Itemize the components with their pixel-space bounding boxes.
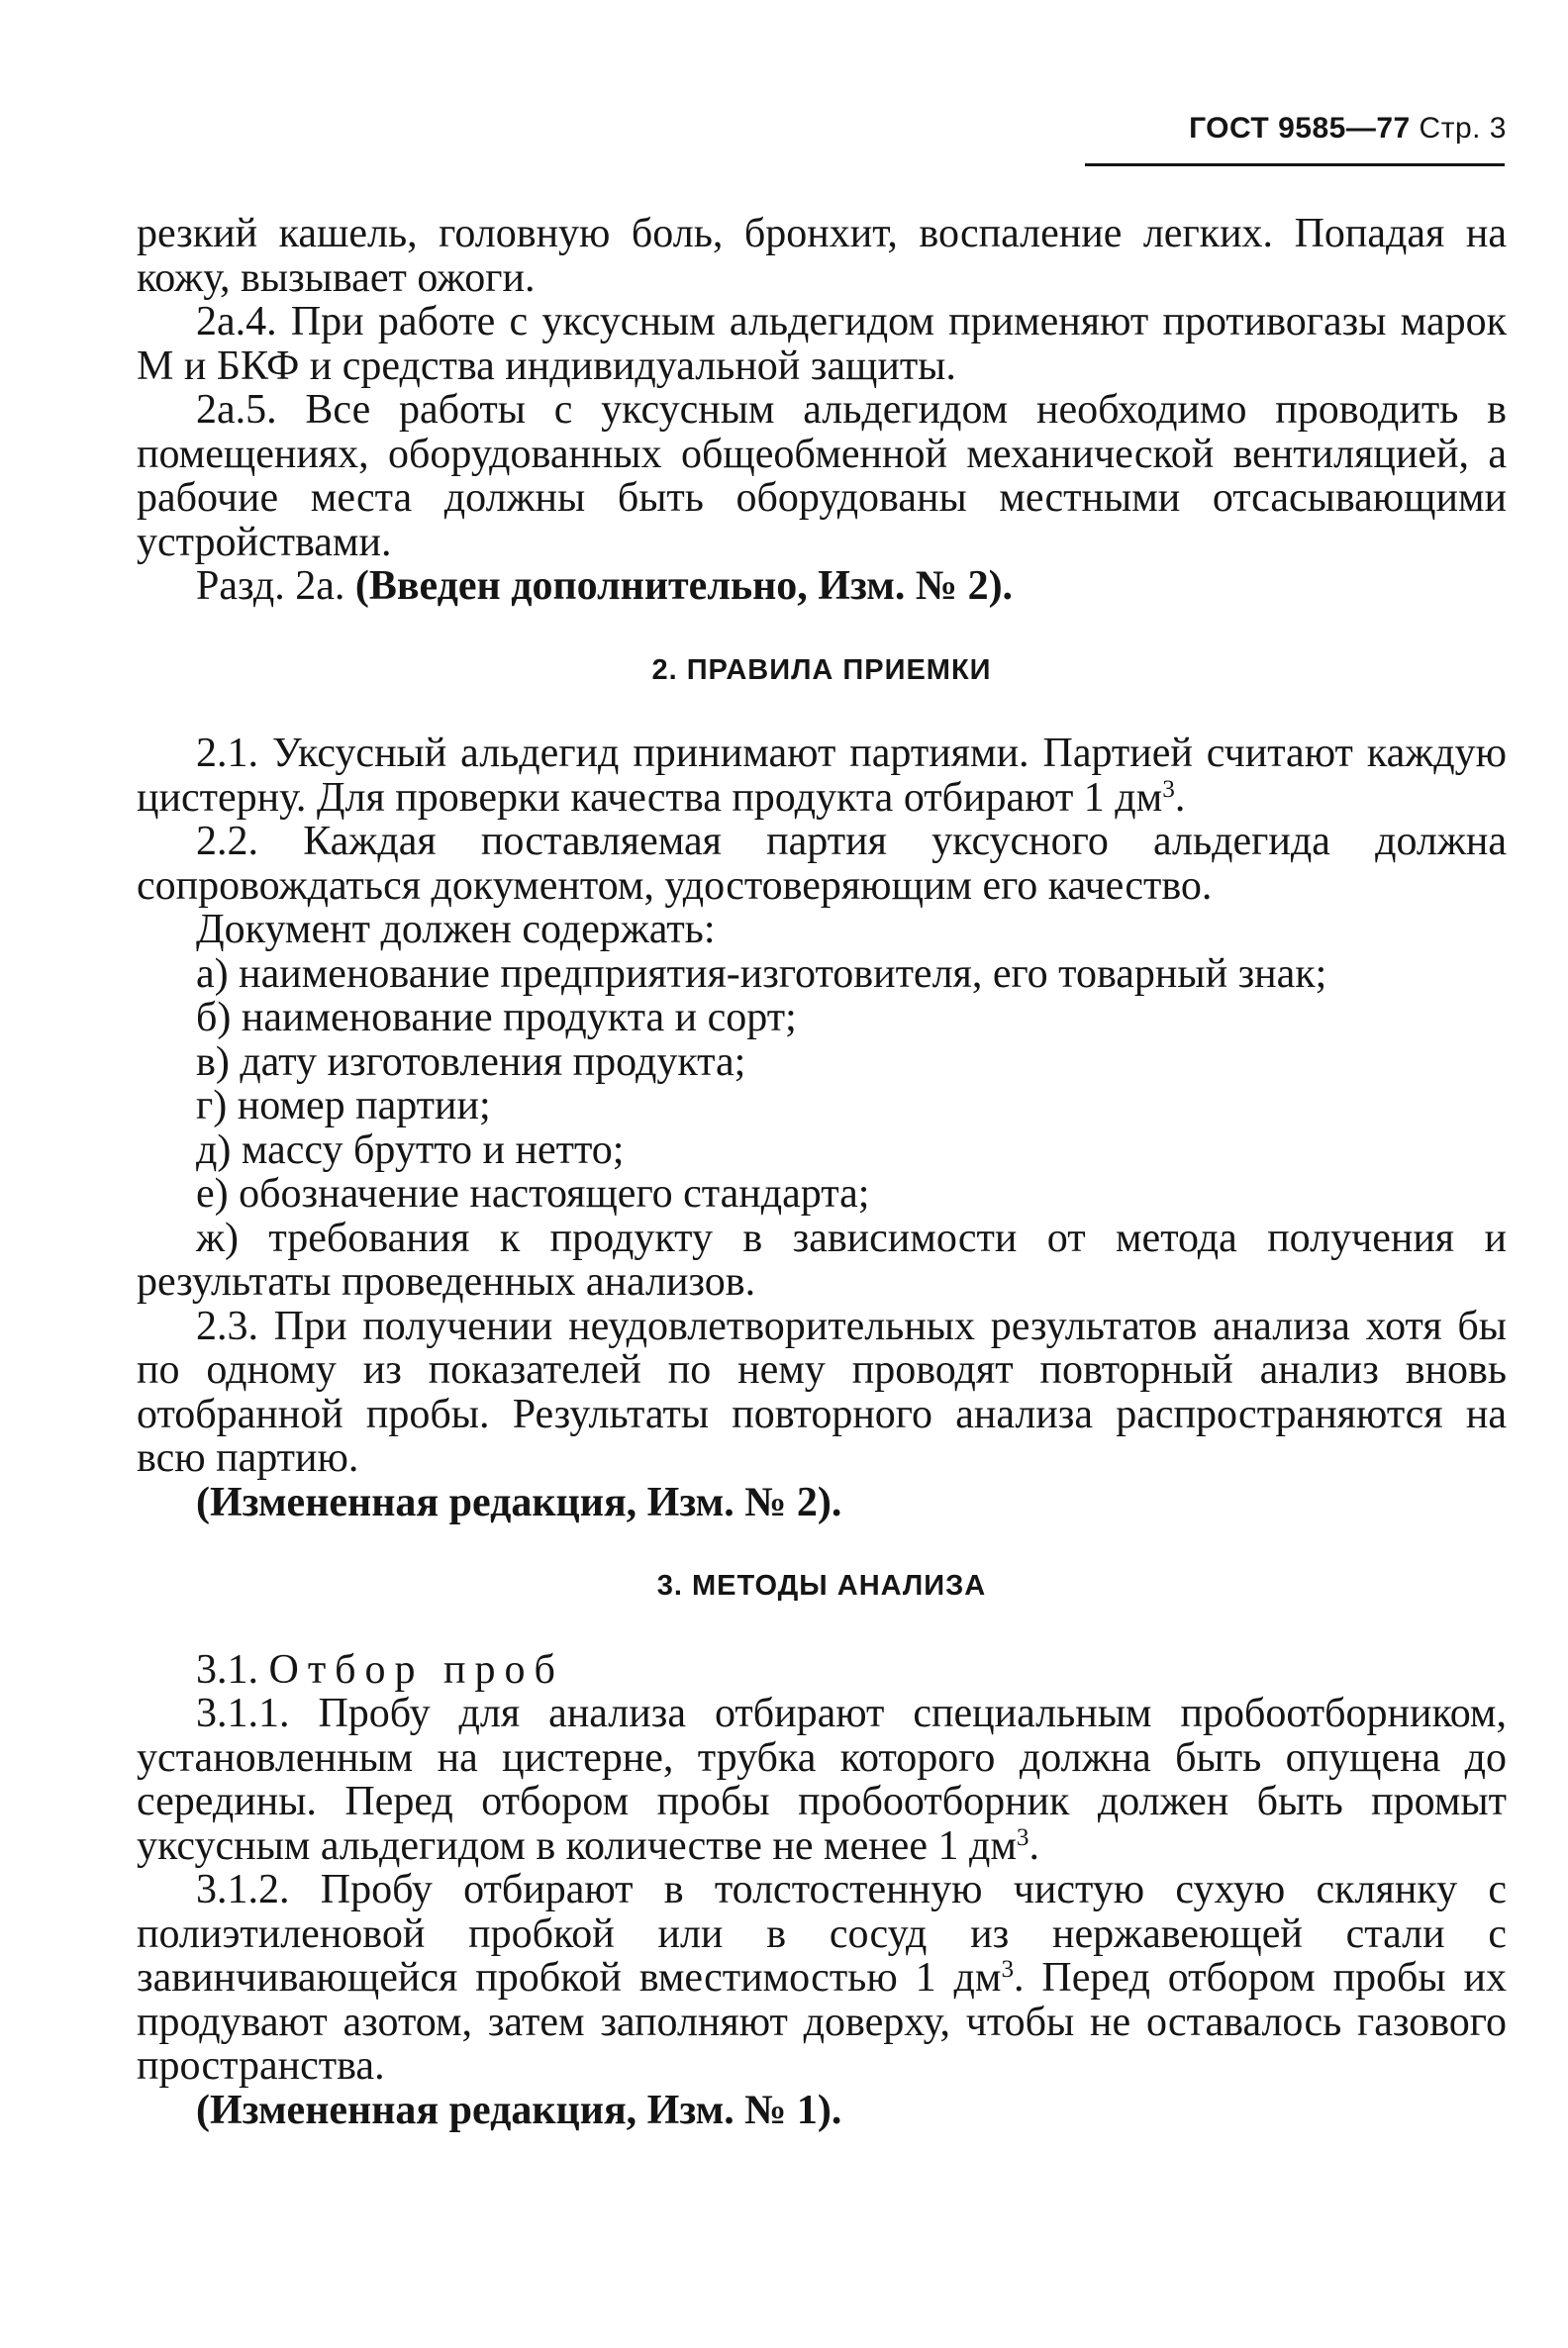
section-3-heading: 3. МЕТОДЫ АНАЛИЗА xyxy=(656,1570,987,1602)
subsection-3-1-title: 3.1. Отбор проб xyxy=(196,1646,564,1693)
paragraph-3-1-2: 3.1.2. Пробу отбирают в толстостенную чистую сухую склянку с полиэтиленовой пробкой или в сосуд из нержавеющей стали с завинчивающейся пробкой вместимостью 1 $дм^3$. Перед отбором пробы их продувают азотом, затем заполняют доверху, чтобы не оставалось газового пространства. xyxy=(137,1867,1507,2089)
list-item: в) дату изготовления продукта; xyxy=(196,1038,746,1085)
paragraph-2-3: 2.3. При получении неудовлетворительных результатов анализа хотя бы по одному из показателей по нему проводят повторный анализ вновь отобранной пробы. Результаты повторного анализа распространяются на всю партию. xyxy=(137,1303,1507,1481)
page-body xyxy=(137,212,1507,2132)
note-bold: (Введен дополнительно, Изм. № 2). xyxy=(354,563,1014,609)
document-intro: Документ должен содержать: xyxy=(196,907,716,952)
paragraph-3-1-1: 3.1.1. Пробу для анализа отбирают специальным пробоотборником, установленным на цистерне, трубка которого должна быть опущена до середины. Перед отбором пробы пробоотборник должен быть промыт уксусным альдегидом в количестве не менее 1 $дм^3$. xyxy=(137,1691,1507,1869)
list-item: б) наименование продукта и сорт; xyxy=(196,995,797,1040)
list-item: е) обозначение настоящего стандарта; xyxy=(196,1171,870,1217)
note-prefix: Разд. 2а. xyxy=(196,563,345,609)
standard-number: ГОСТ 9585—77 xyxy=(1189,112,1411,145)
paragraph-2-2: 2.2. Каждая поставляемая партия уксусного альдегида должна сопровождаться документом, удостоверяющим его качество. xyxy=(137,819,1507,909)
page-number: Стр. 3 xyxy=(1419,112,1507,145)
list-item: ж) требования к продукту в зависимости от метода получения и результаты проведенных анализов. xyxy=(137,1215,1507,1305)
paragraph-continued: резкий кашель, головную боль, бронхит, воспаление легких. Попадая на кожу, вызывает ожоги. xyxy=(137,211,1507,301)
list-item: г) номер партии; xyxy=(196,1083,491,1128)
amendment-note-2: (Измененная редакция, Изм. № 2). xyxy=(196,1479,842,1525)
list-item: д) массу брутто и нетто; xyxy=(196,1126,625,1173)
page-header xyxy=(1079,111,1507,147)
amendment-note-3: (Измененная редакция, Изм. № 1). xyxy=(196,2087,842,2133)
paragraph-2a4: 2а.4. При работе с уксусным альдегидом применяют противогазы марок М и БКФ и средства индивидуальной защиты. xyxy=(137,299,1507,389)
paragraph-2a5: 2а.5. Все работы с уксусным альдегидом необходимо проводить в помещениях, оборудованных общеобменной механической вентиляцией, а рабочие места должны быть оборудованы местными отсасывающими устройствами. xyxy=(137,387,1507,565)
list-item: а) наименование предприятия-изготовителя, его товарный знак; xyxy=(196,950,1327,997)
section-2-heading: 2. ПРАВИЛА ПРИЕМКИ xyxy=(651,653,992,686)
header-rule xyxy=(1085,163,1505,166)
amendment-note-2a xyxy=(137,564,1507,609)
paragraph-2-1: 2.1. Уксусный альдегид принимают партиями. Партией считают каждую цистерну. Для проверки качества продукта отбирают 1 $дм^3$. xyxy=(137,731,1507,821)
